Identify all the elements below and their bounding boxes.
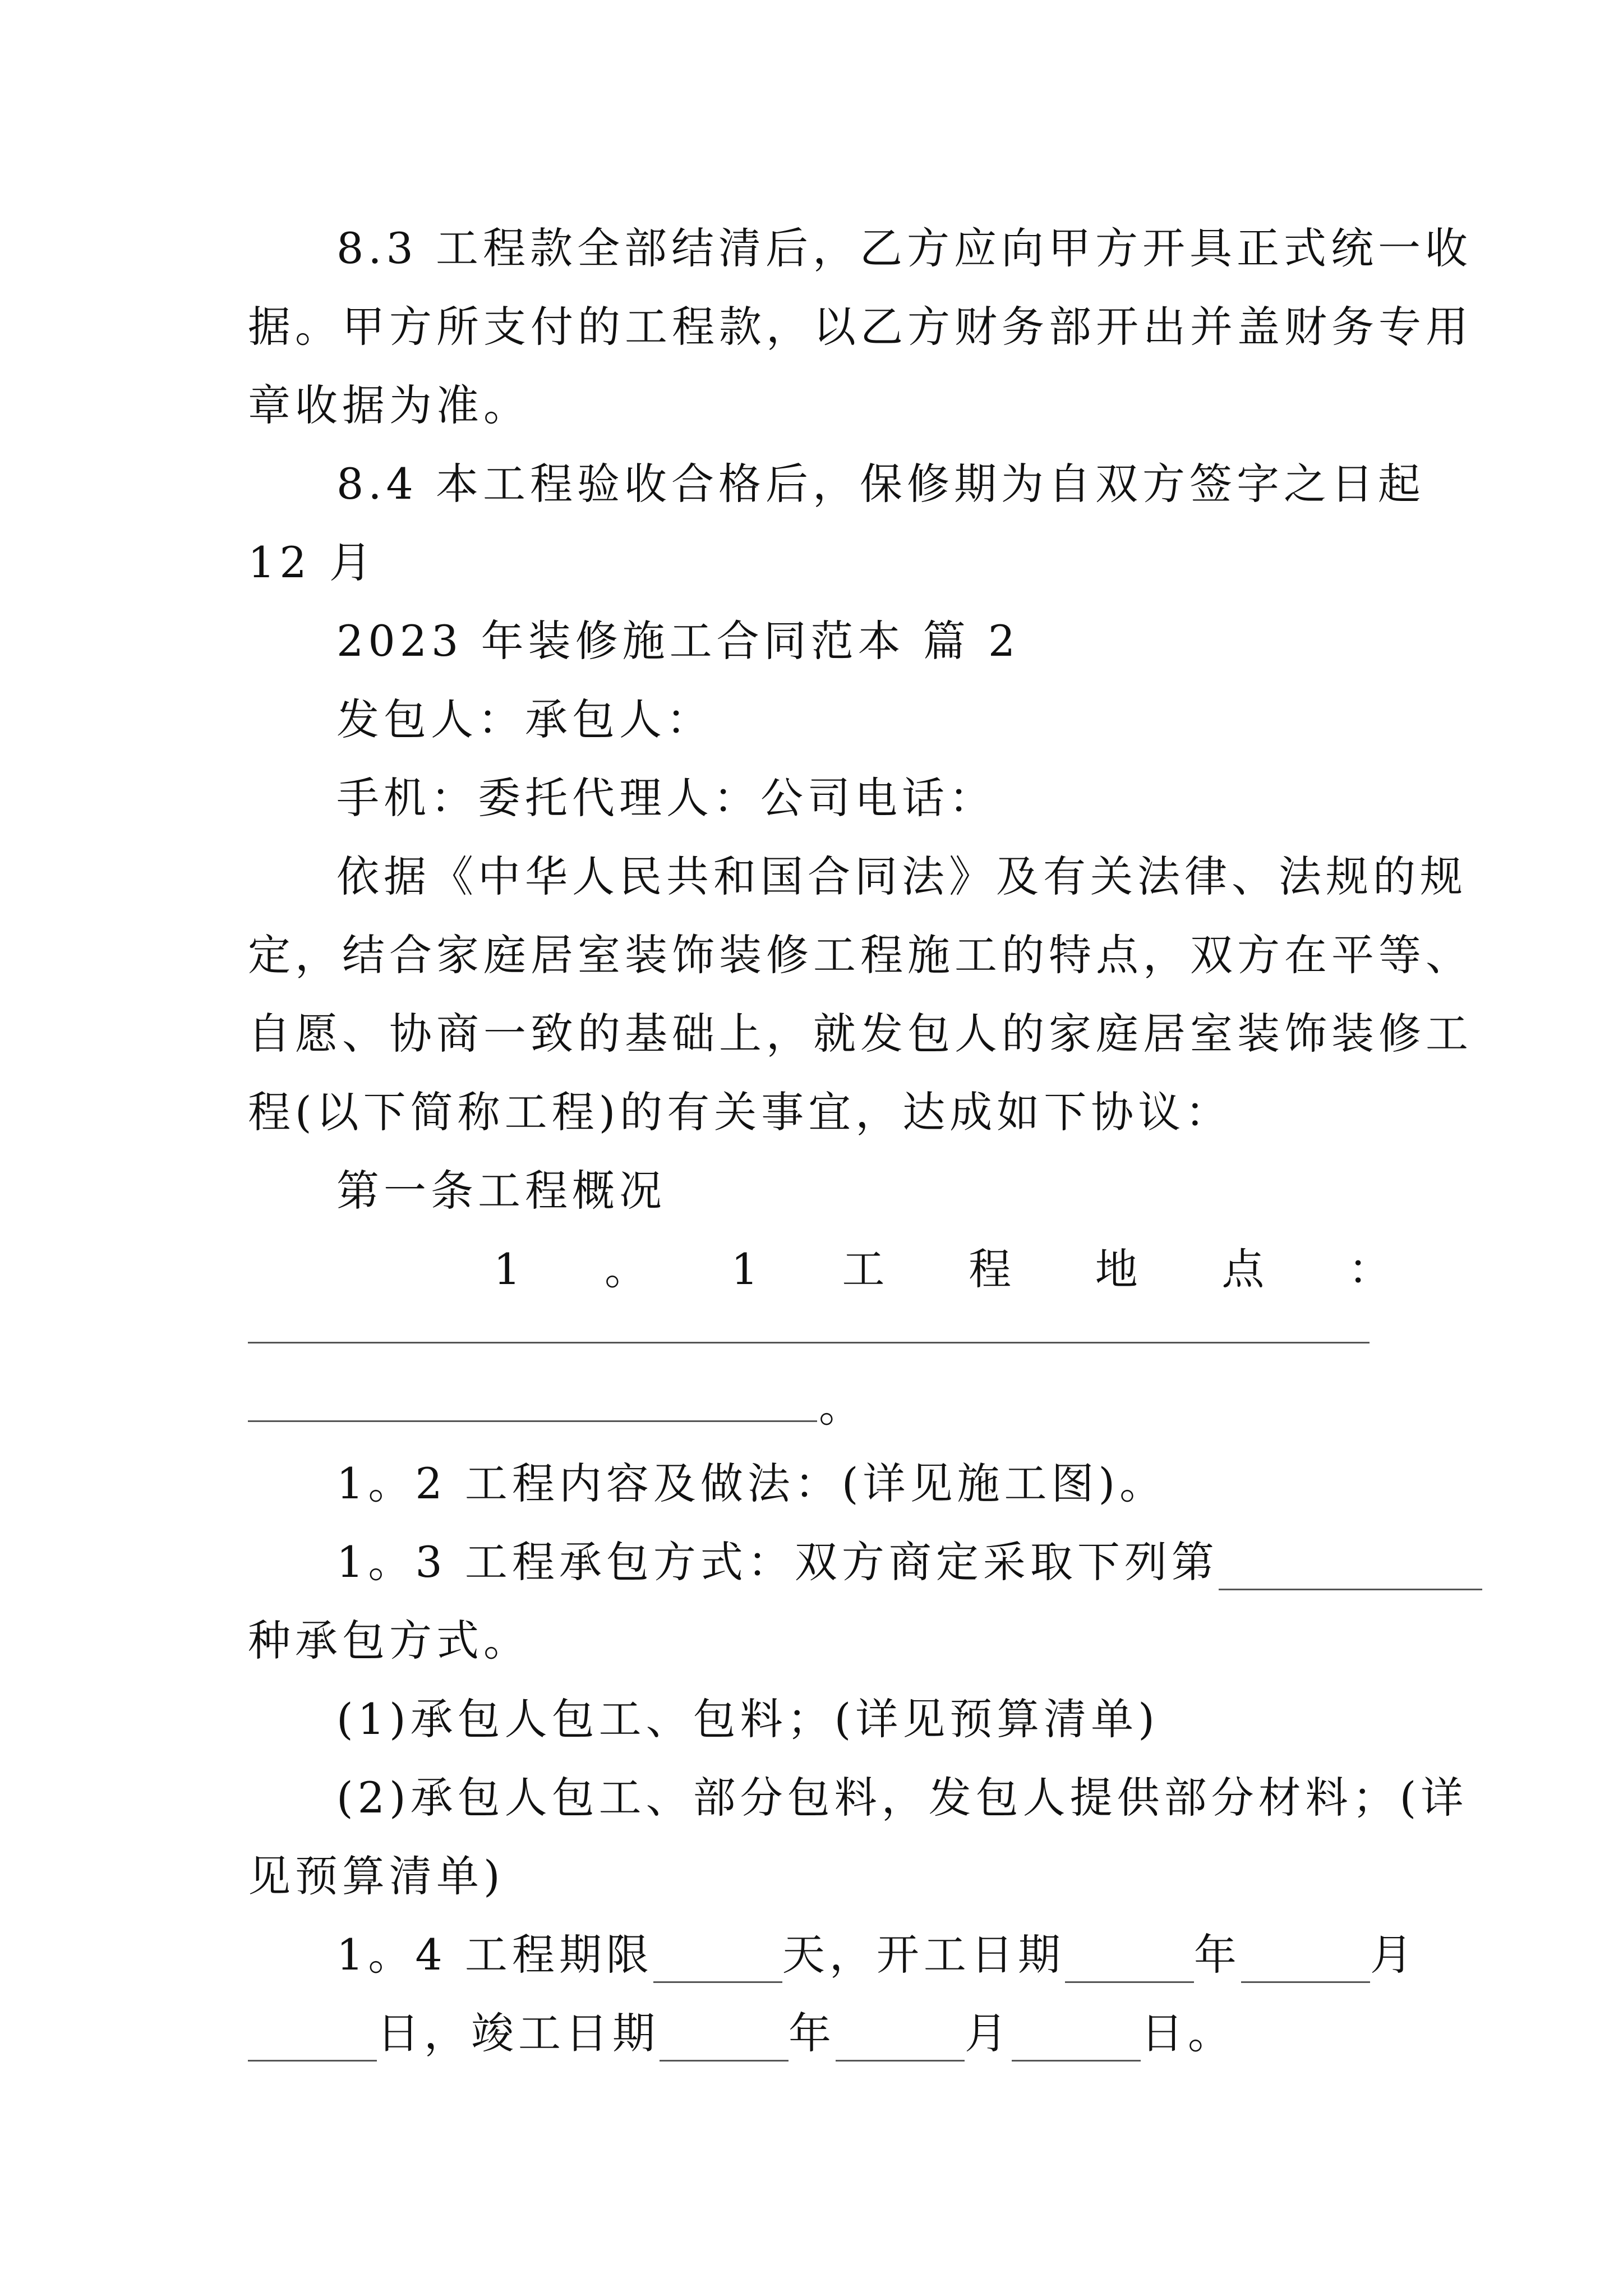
clause-1-4-line-2: [248, 2005, 1235, 2062]
clause-8-3-line-1: 8.3 工程款全部结清后，乙方应向甲方开具正式统一收: [336, 223, 1473, 273]
intro-line-2: 定，结合家庭居室装饰装修工程施工的特点，双方在平等、: [248, 930, 1473, 980]
contact-line: 手机：委托代理人：公司电话：: [336, 773, 996, 823]
start-day-blank: [248, 2021, 377, 2062]
clause-1-3-text: 1。3 工程承包方式：双方商定采取下列第: [336, 1537, 1219, 1587]
clause-1-1-char: 1: [494, 1244, 521, 1294]
address-end-mark: 。: [819, 1382, 866, 1432]
end-year-blank: [660, 2021, 789, 2062]
article-1-heading: 第一条工程概况: [336, 1166, 666, 1216]
section-title: 2023 年装修施工合同范本 篇 2: [336, 616, 1020, 666]
intro-line-1: 依据《中华人民共和国合同法》及有关法律、法规的规: [336, 852, 1467, 901]
contract-mode-blank: [1219, 1549, 1482, 1590]
clause-1-4-text: 日。: [1141, 2008, 1235, 2058]
clause-1-1-char: ：: [1348, 1244, 1391, 1294]
clause-1-4-text: 月: [1370, 1930, 1417, 1980]
option-2-line-2: 见预算清单): [248, 1851, 505, 1901]
clause-1-1-line: [494, 1241, 1391, 1297]
intro-line-4: 程(以下简称工程)的有关事宜，达成如下协议：: [248, 1087, 1233, 1137]
clause-1-4-text: 日，竣工日期: [377, 2008, 660, 2058]
duration-blank: [653, 1942, 782, 1983]
clause-1-1-char: 点: [1221, 1244, 1265, 1294]
start-month-blank: [1241, 1942, 1370, 1983]
clause-1-2: 1。2 工程内容及做法：(详见施工图)。: [336, 1458, 1167, 1508]
clause-8-3-line-2: 据。甲方所支付的工程款，以乙方财务部开出并盖财务专用: [248, 302, 1473, 352]
start-year-blank: [1065, 1942, 1194, 1983]
clause-1-1-char: 工: [842, 1244, 885, 1294]
clause-1-4-text: 年: [1193, 1930, 1241, 1980]
clause-1-4-text: 年: [789, 2008, 836, 2058]
address-blank-line-2: [248, 1420, 817, 1422]
clause-1-1-char: 。: [604, 1244, 647, 1294]
parties-line: 发包人：承包人：: [336, 694, 713, 744]
option-1: (1)承包人包工、包料；(详见预算清单): [336, 1694, 1159, 1744]
option-2-line-1: (2)承包人包工、部分包料，发包人提供部分材料；(详: [336, 1773, 1468, 1823]
end-day-blank: [1012, 2021, 1141, 2062]
clause-1-3-line-2: 种承包方式。: [248, 1616, 531, 1665]
clause-1-1-char: 程: [969, 1244, 1012, 1294]
clause-8-3-line-3: 章收据为准。: [248, 380, 531, 430]
clause-1-1-char: 地: [1095, 1244, 1138, 1294]
intro-line-3: 自愿、协商一致的基础上，就发包人的家庭居室装饰装修工: [248, 1009, 1473, 1059]
address-blank-line-1: [248, 1342, 1370, 1343]
clause-1-4-line-1: [336, 1927, 1417, 1983]
clause-8-4-line-2: 12 月: [248, 537, 376, 587]
clause-8-4-line-1: 8.4 本工程验收合格后，保修期为自双方签字之日起: [336, 459, 1426, 509]
end-month-blank: [836, 2021, 965, 2062]
clause-1-4-text: 天，开工日期: [782, 1930, 1065, 1980]
clause-1-4-text: 1。4 工程期限: [336, 1930, 653, 1980]
clause-1-1-char: 1: [731, 1244, 758, 1294]
clause-1-4-text: 月: [965, 2008, 1012, 2058]
clause-1-3-line-1: [336, 1534, 1482, 1590]
